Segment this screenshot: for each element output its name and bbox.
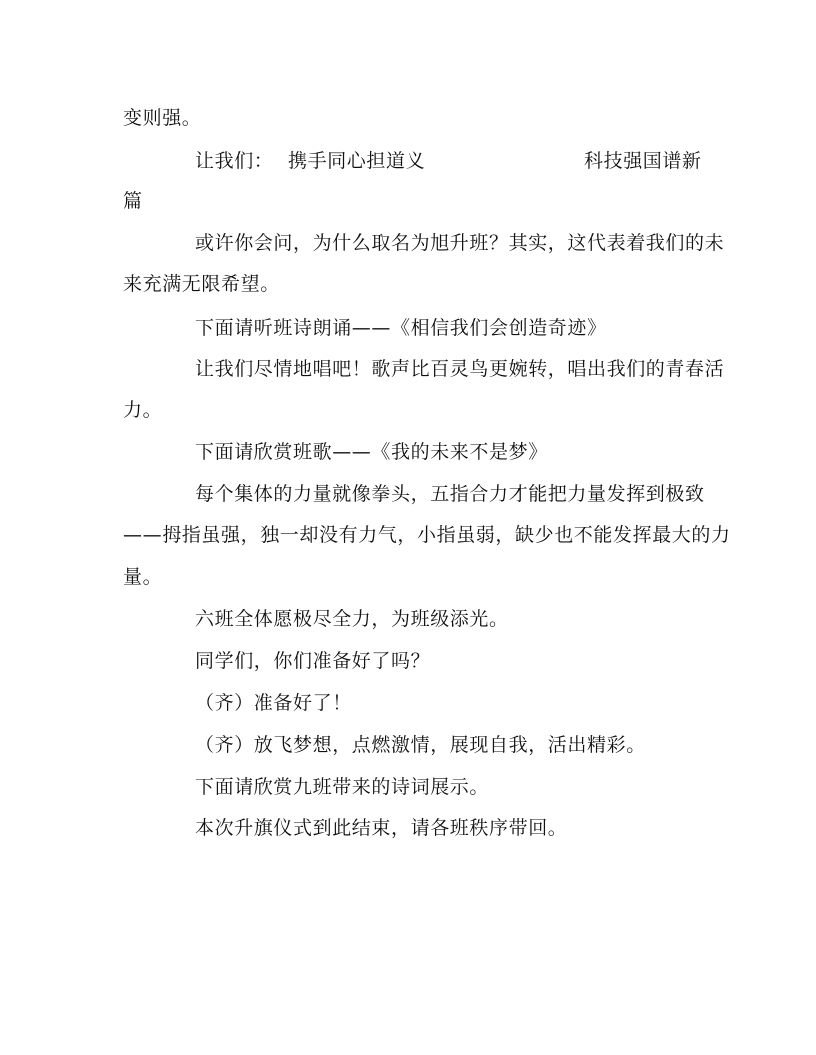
text-line: 下面请欣赏班歌——《我的未来不是梦》: [195, 441, 548, 463]
text-line: 变则强。: [123, 107, 202, 129]
text-line: 下面请听班诗朗诵——《相信我们会创造奇迹》: [195, 317, 607, 339]
text-line: 每个集体的力量就像拳头，五指合力才能把力量发挥到极致: [195, 483, 705, 505]
text-line: ——拇指虽强，独一却没有力气，小指虽弱，缺少也不能发挥最大的力: [123, 524, 731, 546]
text-line: 科技强国谱新: [584, 150, 702, 172]
text-line: 来充满无限希望。: [123, 273, 280, 295]
text-line: 篇: [123, 190, 143, 212]
text-line: 让我们尽情地唱吧！歌声比百灵鸟更婉转，唱出我们的青春活: [195, 358, 725, 380]
text-line: 量。: [123, 566, 163, 588]
text-line: 下面请欣赏九班带来的诗词展示。: [195, 776, 490, 798]
text-line: （齐）放飞梦想，点燃激情，展现自我，活出精彩。: [195, 734, 646, 756]
text-line: 本次升旗仪式到此结束，请各班秩序带回。: [195, 817, 568, 839]
text-line: （齐）准备好了！: [195, 692, 352, 714]
text-line: 六班全体愿极尽全力，为班级添光。: [195, 608, 509, 630]
text-line: 或许你会问，为什么取名为旭升班？其实，这代表着我们的未: [195, 232, 725, 254]
text-line: 同学们，你们准备好了吗？: [195, 650, 431, 672]
text-line: 让我们：: [195, 150, 274, 172]
text-line: 携手同心担道义: [288, 150, 426, 172]
text-line: 力。: [123, 399, 163, 421]
